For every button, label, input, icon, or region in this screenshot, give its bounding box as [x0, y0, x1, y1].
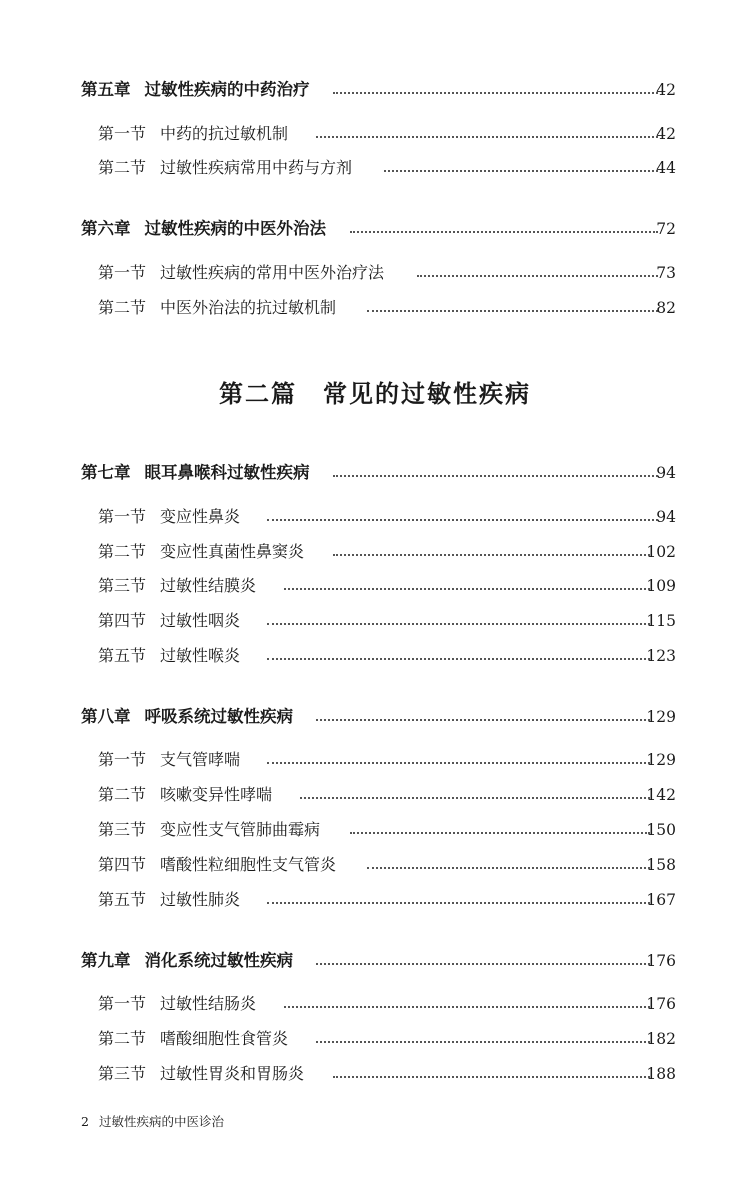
chapter-heading	[81, 705, 293, 729]
section-number: 第五节	[98, 646, 147, 665]
section-title: 支气管哮喘	[160, 750, 241, 769]
section-heading	[98, 992, 256, 1016]
part-title: 常见的过敏性疾病	[323, 379, 531, 408]
chapter-title: 过敏性疾病的中医外治法	[144, 219, 326, 238]
footer-book-title: 过敏性疾病的中医诊治	[98, 1114, 224, 1129]
section-number: 第一节	[98, 124, 147, 143]
toc-section-row[interactable]	[0, 853, 750, 877]
section-number: 第三节	[98, 576, 147, 595]
section-number: 第三节	[98, 1064, 147, 1083]
dot-leader	[384, 170, 658, 172]
chapter-number: 第六章	[81, 219, 131, 238]
section-title: 过敏性结肠炎	[160, 994, 257, 1013]
page-number: 158	[646, 856, 676, 874]
page-number: 150	[646, 821, 676, 839]
chapter-heading	[81, 949, 293, 973]
section-number: 第二节	[98, 158, 147, 177]
section-number: 第一节	[98, 507, 147, 526]
page-number: 42	[656, 125, 676, 143]
toc-section-row[interactable]	[0, 156, 750, 180]
dot-leader	[316, 719, 650, 721]
page-number: 129	[646, 751, 676, 769]
section-heading	[98, 296, 336, 320]
section-title: 过敏性胃炎和胃肠炎	[160, 1064, 305, 1083]
section-number: 第四节	[98, 611, 147, 630]
section-number: 第一节	[98, 750, 147, 769]
page-number: 142	[646, 786, 676, 804]
chapter-number: 第八章	[81, 707, 131, 726]
section-number: 第二节	[98, 785, 147, 804]
toc-section-row[interactable]	[0, 574, 750, 598]
section-heading	[98, 888, 240, 912]
section-title: 变应性鼻炎	[160, 507, 241, 526]
section-number: 第一节	[98, 263, 147, 282]
section-number: 第二节	[98, 298, 147, 317]
page-number: 72	[656, 220, 676, 238]
dot-leader	[267, 623, 650, 625]
section-title: 变应性支气管肺曲霉病	[160, 820, 321, 839]
toc-section-row[interactable]	[0, 296, 750, 320]
page-number: 102	[646, 543, 676, 561]
page-number: 123	[646, 647, 676, 665]
section-heading	[98, 818, 320, 842]
toc-chapter-row[interactable]	[0, 217, 750, 241]
chapter-heading	[81, 461, 310, 485]
dot-leader	[333, 475, 658, 477]
section-heading	[98, 505, 240, 529]
toc-section-row[interactable]	[0, 818, 750, 842]
dot-leader	[267, 902, 650, 904]
section-number: 第四节	[98, 855, 147, 874]
footer-page-number: 2	[81, 1114, 89, 1129]
chapter-title: 消化系统过敏性疾病	[144, 951, 293, 970]
dot-leader	[350, 231, 658, 233]
section-title: 过敏性咽炎	[160, 611, 241, 630]
page-number: 44	[656, 159, 676, 177]
toc-section-row[interactable]	[0, 748, 750, 772]
dot-leader	[350, 832, 650, 834]
toc-chapter-row[interactable]	[0, 949, 750, 973]
dot-leader	[316, 136, 658, 138]
chapter-heading	[81, 78, 310, 102]
page-number: 188	[646, 1065, 676, 1083]
section-heading	[98, 1027, 288, 1051]
section-title: 过敏性疾病常用中药与方剂	[160, 158, 353, 177]
chapter-title: 过敏性疾病的中药治疗	[144, 80, 310, 99]
toc-section-row[interactable]	[0, 888, 750, 912]
section-heading	[98, 1062, 304, 1086]
dot-leader	[333, 1076, 650, 1078]
toc-chapter-row[interactable]	[0, 705, 750, 729]
page-number: 82	[656, 299, 676, 317]
section-heading	[98, 261, 384, 285]
dot-leader	[267, 762, 650, 764]
dot-leader	[316, 963, 650, 965]
dot-leader	[316, 1041, 650, 1043]
dot-leader	[367, 867, 650, 869]
section-heading	[98, 540, 304, 564]
section-heading	[98, 783, 272, 807]
part-number: 第二篇	[219, 379, 297, 408]
toc-section-row[interactable]	[0, 783, 750, 807]
page-number: 182	[646, 1030, 676, 1048]
section-title: 过敏性喉炎	[160, 646, 241, 665]
toc-section-row[interactable]	[0, 992, 750, 1016]
section-title: 变应性真菌性鼻窦炎	[160, 542, 305, 561]
section-heading	[98, 609, 240, 633]
toc-chapter-row[interactable]	[0, 78, 750, 102]
chapter-number: 第九章	[81, 951, 131, 970]
toc-section-row[interactable]	[0, 644, 750, 668]
dot-leader	[300, 797, 650, 799]
section-heading	[98, 853, 336, 877]
section-title: 中药的抗过敏机制	[160, 124, 289, 143]
section-heading	[98, 574, 256, 598]
dot-leader	[367, 310, 658, 312]
section-title: 嗜酸性粒细胞性支气管炎	[160, 855, 337, 874]
toc-section-row[interactable]	[0, 122, 750, 146]
section-title: 中医外治法的抗过敏机制	[160, 298, 337, 317]
toc-chapter-row[interactable]	[0, 461, 750, 485]
section-title: 嗜酸细胞性食管炎	[160, 1029, 289, 1048]
section-heading	[98, 748, 240, 772]
chapter-heading	[81, 217, 326, 241]
section-title: 咳嗽变异性哮喘	[160, 785, 273, 804]
dot-leader	[417, 275, 658, 277]
page-number: 94	[656, 464, 676, 482]
chapter-title: 呼吸系统过敏性疾病	[144, 707, 293, 726]
page-number: 176	[646, 995, 676, 1013]
section-number: 第一节	[98, 994, 147, 1013]
section-heading	[98, 644, 240, 668]
dot-leader	[333, 92, 658, 94]
chapter-number: 第七章	[81, 463, 131, 482]
dot-leader	[267, 519, 658, 521]
page-number: 94	[656, 508, 676, 526]
page-number: 109	[646, 577, 676, 595]
dot-leader	[284, 1006, 650, 1008]
page-number: 129	[646, 708, 676, 726]
section-title: 过敏性疾病的常用中医外治疗法	[160, 263, 385, 282]
page-number: 115	[646, 612, 676, 630]
toc-section-row[interactable]	[0, 505, 750, 529]
section-title: 过敏性结膜炎	[160, 576, 257, 595]
section-number: 第五节	[98, 890, 147, 909]
section-number: 第二节	[98, 1029, 147, 1048]
toc-section-row[interactable]	[0, 261, 750, 285]
section-number: 第二节	[98, 542, 147, 561]
toc-section-row[interactable]	[0, 1027, 750, 1051]
section-number: 第三节	[98, 820, 147, 839]
page-number: 176	[646, 952, 676, 970]
toc-section-row[interactable]	[0, 1062, 750, 1086]
toc-section-row[interactable]	[0, 540, 750, 564]
page-number: 42	[656, 81, 676, 99]
dot-leader	[267, 658, 650, 660]
page-footer	[81, 1112, 224, 1130]
page-number: 167	[646, 891, 676, 909]
toc-section-row[interactable]	[0, 609, 750, 633]
chapter-title: 眼耳鼻喉科过敏性疾病	[144, 463, 310, 482]
section-title: 过敏性肺炎	[160, 890, 241, 909]
dot-leader	[333, 554, 650, 556]
section-heading	[98, 156, 352, 180]
section-heading	[98, 122, 288, 146]
part-heading	[0, 374, 750, 409]
chapter-number: 第五章	[81, 80, 131, 99]
dot-leader	[284, 588, 650, 590]
page-number: 73	[656, 264, 676, 282]
